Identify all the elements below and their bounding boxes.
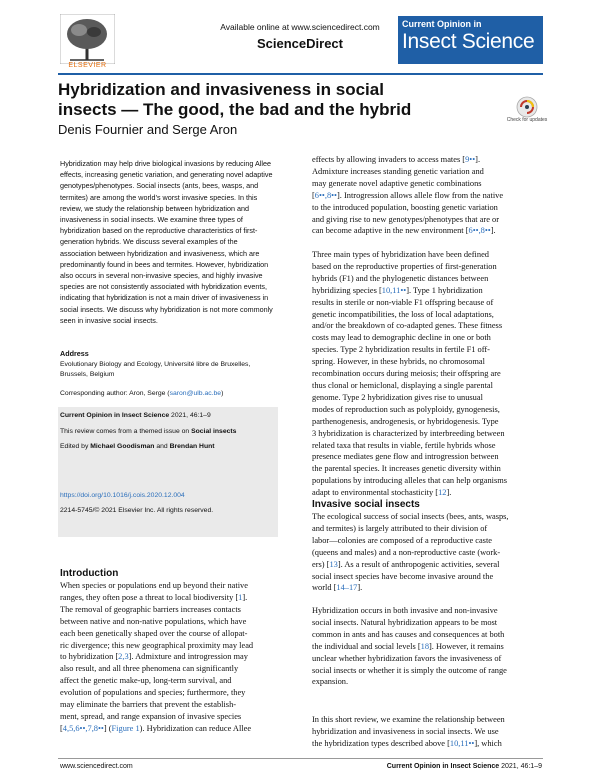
text-segment: spring. However, in these hybrids, no chromosomal — [312, 357, 485, 367]
publisher-name: ELSEVIER — [68, 62, 107, 69]
text-segment: may generate novel adaptive genetic combinations — [312, 178, 482, 188]
text-line — [312, 297, 542, 309]
article-authors: Denis Fournier and Serge Aron — [58, 122, 238, 137]
text-line — [312, 535, 542, 547]
text-segment: adapt to environmental stochasticity [ — [312, 488, 439, 498]
text-line — [312, 738, 542, 750]
text-segment: In this short review, we examine the relationship between — [312, 715, 505, 724]
check-for-updates-label: Check for updates — [506, 117, 548, 123]
text-line — [312, 665, 542, 677]
text-segment: may eliminate the barriers that prevent the establish- — [60, 700, 237, 710]
text-segment: unclear whether hybridization favors the invasiveness of — [312, 653, 502, 663]
info-issue-topic: Social insects — [191, 428, 237, 435]
text-segment: results in sterile or non-viable F1 offspring because of — [312, 297, 494, 307]
right-paragraph-4 — [312, 605, 542, 688]
text-line — [312, 416, 542, 428]
text-line — [312, 523, 542, 535]
text-line — [312, 676, 542, 688]
text-line — [60, 651, 275, 663]
text-segment: Three main types of hybridization have been defined — [312, 250, 489, 259]
available-online-text: Available online at www.sciencedirect.com — [220, 22, 380, 32]
text-segment: The removal of geographic barriers increases contacts — [60, 604, 241, 614]
text-line — [312, 214, 542, 226]
text-line — [60, 663, 275, 675]
check-for-updates-icon[interactable] — [511, 96, 543, 134]
text-line — [312, 261, 542, 273]
text-line — [312, 178, 542, 190]
text-segment: to the introduced population, boosting genetic variation — [312, 202, 498, 212]
text-line — [312, 309, 542, 321]
right-paragraph-5 — [312, 714, 542, 750]
text-segment: related taxa that results in viable, fertile hybrids whose — [312, 440, 496, 450]
text-line — [312, 332, 542, 344]
footer-journal — [330, 763, 542, 770]
text-line — [60, 604, 275, 616]
text-segment: effects by allowing invaders to access mates [ — [312, 155, 466, 164]
article-info-box — [58, 407, 278, 537]
text-line — [312, 641, 542, 653]
text-segment: ]. As a result of anthropogenic activities, several — [337, 559, 500, 569]
text-segment: also result, and all three phenomena can significantly — [60, 664, 239, 674]
text-line — [312, 273, 542, 285]
reference-link[interactable]: 9•• — [465, 155, 476, 164]
introduction-body — [60, 580, 275, 735]
text-segment: ]. Introgression allows allele flow from the native — [337, 190, 504, 200]
text-line — [312, 380, 542, 392]
text-segment: to hybridization [ — [60, 652, 119, 662]
text-segment: 3 hybridization is characterized by interbreeding between — [312, 428, 505, 438]
text-line — [312, 225, 542, 237]
text-segment: can become adaptive in the new environment [ — [312, 226, 469, 236]
reference-link[interactable]: 13 — [329, 559, 338, 569]
text-line — [60, 616, 275, 628]
reference-link[interactable]: 4,5,6••,7,8•• — [62, 723, 104, 733]
text-line — [312, 344, 542, 356]
text-line — [60, 687, 275, 699]
info-edited-prefix: Edited by — [60, 443, 91, 450]
footer-citation: 2021, 46:1–9 — [499, 763, 542, 770]
text-line — [60, 711, 275, 723]
text-line — [312, 726, 542, 738]
info-issue-prefix: This review comes from a themed issue on — [60, 428, 192, 435]
text-line — [60, 675, 275, 687]
text-line — [312, 368, 542, 380]
text-line — [312, 428, 542, 440]
text-line — [312, 463, 542, 475]
right-paragraph-3 — [312, 511, 542, 594]
corresponding-email-link[interactable]: saron@ulb.ac.be — [169, 390, 222, 397]
text-line — [312, 451, 542, 463]
text-segment: hybridizing species [ — [312, 285, 382, 295]
text-segment: based on the reproductive properties of first-generation — [312, 261, 497, 271]
text-segment: ]. — [446, 488, 452, 498]
corresponding-close: ) — [221, 390, 224, 397]
text-segment: social insects. Natural hybridization appears to be most — [312, 617, 498, 627]
text-segment: social insect species have become invasive around the — [312, 571, 494, 581]
text-segment: ). Hybridization can reduce Allee — [139, 723, 252, 733]
info-editor-2: Brendan Hunt — [169, 443, 215, 450]
text-segment: expansion. — [312, 677, 349, 687]
text-segment: The ecological success of social insects (bees, ants, wasps, — [312, 512, 509, 521]
text-segment: Admixture increases standing genetic variation and — [312, 166, 484, 176]
header-divider — [58, 73, 543, 75]
text-segment: recombination occurs during meiosis; their offspring are — [312, 369, 501, 379]
text-line — [312, 320, 542, 332]
text-line — [60, 699, 275, 711]
text-line — [60, 640, 275, 652]
text-segment: thus clonal or hemiclonal, displaying a single parental — [312, 380, 493, 390]
text-segment: parthenogenesis, androgenesis, or hybridogenesis. Type — [312, 416, 499, 426]
text-segment: affect the genetic make-up, long-term survival, and — [60, 676, 232, 686]
footer-url-link[interactable]: www.sciencedirect.com — [60, 763, 133, 770]
text-segment: presence mediates gene flow and introgression between — [312, 452, 499, 462]
text-segment: evolution of populations and species; furthermore, they — [60, 688, 246, 698]
right-paragraph-2 — [312, 249, 542, 499]
text-segment: ranges, they often pose a threat to local biodiversity [ — [60, 592, 239, 602]
reference-link[interactable]: 10,11•• — [381, 285, 407, 295]
text-line — [312, 547, 542, 559]
sciencedirect-link[interactable]: ScienceDirect — [257, 36, 343, 51]
text-line — [60, 580, 275, 592]
text-segment: Hybridization occurs in both invasive and non-invasive — [312, 606, 498, 615]
text-line — [312, 392, 542, 404]
reference-link[interactable]: 14–17 — [336, 583, 358, 593]
abstract: Hybridization may help drive biological invasions by reducing Allee effects, increasing genetic variation, and generating novel adaptive genotypes/phenotypes. Social insects (ants, bees, wasps, and termites) are among the world’s worst invasive species. In this review, we study the relationship between hybridization and invasiveness in social insects. We examine three types of hybridization based on the reproductive characteristics of first-generation hybrids. We discuss several examples of the association between hybridization and invasiveness, which are predominantly found in bees and termites. However, hybridization also occurs in several non-invasive species, and highly invasive species are not consistently associated with hybridization events, indicating that hybridization is not a main driver of invasiveness in social insects. We discuss why hybridization is not more commonly seen in invasive social insects. — [60, 159, 273, 325]
footer-divider — [58, 758, 543, 759]
text-segment: costs may lead to demographic decline in one or both — [312, 333, 491, 343]
corresponding-label: Corresponding author: Aron, Serge ( — [60, 390, 170, 397]
text-segment: ric divergence; this new geographical proximity may lead — [60, 640, 254, 650]
doi-link[interactable]: https://doi.org/10.1016/j.cois.2020.12.004 — [60, 492, 185, 499]
reference-link[interactable]: 18 — [420, 641, 429, 651]
introduction-heading: Introduction — [60, 568, 119, 579]
address-line: Brussels, Belgium — [60, 370, 115, 378]
text-segment: ]. — [242, 592, 248, 602]
reference-link[interactable]: 10,11•• — [449, 738, 475, 748]
text-line — [312, 154, 542, 166]
text-segment: world [ — [312, 583, 337, 593]
text-line — [312, 617, 542, 629]
text-segment: the hybridization types described above [ — [312, 738, 450, 748]
text-line — [60, 592, 275, 604]
text-segment: social insects or whether it is simply the outcome of range — [312, 665, 507, 675]
reference-link[interactable]: 2,3 — [118, 652, 129, 662]
text-segment: [ — [60, 723, 63, 733]
text-segment: ] ( — [103, 723, 112, 733]
text-line — [312, 653, 542, 665]
elsevier-tree-logo-icon — [60, 14, 115, 64]
text-line — [312, 511, 542, 523]
text-segment: and giving rise to new genotypes/phenotypes that are or — [312, 214, 499, 224]
address-text — [60, 360, 275, 379]
reference-link[interactable]: 1 — [238, 592, 243, 602]
info-editor-1: Michael Goodisman — [90, 443, 155, 450]
text-segment: between native and non-native populations, which have — [60, 616, 247, 626]
text-line — [312, 605, 542, 617]
text-line — [312, 285, 542, 297]
text-line — [312, 356, 542, 368]
text-segment: ]. However, it remains — [429, 641, 504, 651]
corresponding-author — [60, 390, 275, 397]
text-segment: common in ants and has causes and consequences at both — [312, 629, 505, 639]
journal-banner-line2: Insect Science — [402, 30, 535, 53]
text-line — [60, 628, 275, 640]
text-segment: modes of reproduction such as polyploidy, gynogenesis, — [312, 404, 500, 414]
text-segment: the parental species. It increases genetic diversity within — [312, 464, 501, 474]
text-line — [312, 714, 542, 726]
text-segment: [ — [312, 190, 315, 200]
info-editors — [60, 443, 275, 450]
text-segment: and/or the breakdown of co-adapted genes. These fitness — [312, 321, 503, 331]
article-title-line1: Hybridization and invasiveness in social — [58, 80, 384, 99]
info-edited-and: and — [154, 443, 170, 450]
text-segment: ]. — [490, 226, 496, 236]
text-segment: hybrids (F1) and the phylogenetic distances between — [312, 273, 489, 283]
text-segment: When species or populations end up beyond their native — [60, 581, 248, 590]
text-line — [312, 629, 542, 641]
text-line — [312, 166, 542, 178]
text-line — [312, 190, 542, 202]
address-heading: Address — [60, 349, 89, 358]
text-segment: each been genetically shaped over the course of allopat- — [60, 628, 248, 638]
info-journal-name: Current Opinion in Insect Science — [60, 412, 170, 419]
journal-banner-line1: Current Opinion in — [402, 19, 482, 29]
invasive-social-insects-heading: Invasive social insects — [312, 499, 420, 510]
text-segment: ers) [ — [312, 559, 330, 569]
reference-link[interactable]: 6••,8•• — [468, 226, 491, 236]
text-segment: hybridization and invasiveness in social insects. We use — [312, 726, 499, 736]
text-segment: ], which — [474, 738, 502, 748]
text-segment: populations by introducing alleles that can help organisms — [312, 476, 507, 486]
text-segment: ]. — [357, 583, 363, 593]
text-line — [60, 723, 275, 735]
reference-link[interactable]: Figure 1 — [111, 723, 140, 733]
text-segment: the individual and social levels [ — [312, 641, 421, 651]
text-segment: genome. Type 2 hybridization gives rise to unusual — [312, 392, 483, 402]
text-line — [312, 440, 542, 452]
issn-copyright: 2214-5745/© 2021 Elsevier Inc. All rights reserved. — [60, 507, 214, 514]
text-segment: and termites) is largely attributed to their division of — [312, 523, 488, 533]
text-line — [312, 475, 542, 487]
text-segment: (queens and males) and a non-reproductive caste (work- — [312, 547, 501, 557]
text-segment: labor—colonies are composed of a reproductive caste — [312, 535, 492, 545]
text-line — [312, 404, 542, 416]
text-line — [312, 202, 542, 214]
text-line — [312, 249, 542, 261]
info-journal-citation: 2021, 46:1–9 — [169, 412, 211, 419]
text-segment: ]. Type 1 hybridization — [406, 285, 483, 295]
text-segment: ment, spread, and range expansion of invasive species — [60, 711, 242, 721]
right-paragraph-1 — [312, 154, 542, 237]
article-title-line2: insects — The good, the bad and the hybrid — [58, 100, 412, 119]
info-journal — [60, 412, 275, 419]
reference-link[interactable]: 12 — [438, 488, 447, 498]
text-segment: ]. — [475, 155, 481, 164]
info-themed-issue — [60, 428, 275, 435]
text-line — [312, 487, 542, 499]
footer-journal-name: Current Opinion in Insect Science — [386, 763, 500, 770]
text-line — [312, 582, 542, 594]
text-segment: genetic incompatibilities, the loss of local adaptations, — [312, 309, 494, 319]
text-line — [312, 571, 542, 583]
text-segment: ]. Admixture and introgression may — [128, 652, 248, 662]
text-segment: species. Type 2 hybridization results in fertile F1 off- — [312, 345, 490, 355]
text-line — [312, 559, 542, 571]
address-line: Evolutionary Biology and Ecology, Université libre de Bruxelles, — [60, 361, 251, 368]
reference-link[interactable]: 6••,8•• — [314, 190, 337, 200]
